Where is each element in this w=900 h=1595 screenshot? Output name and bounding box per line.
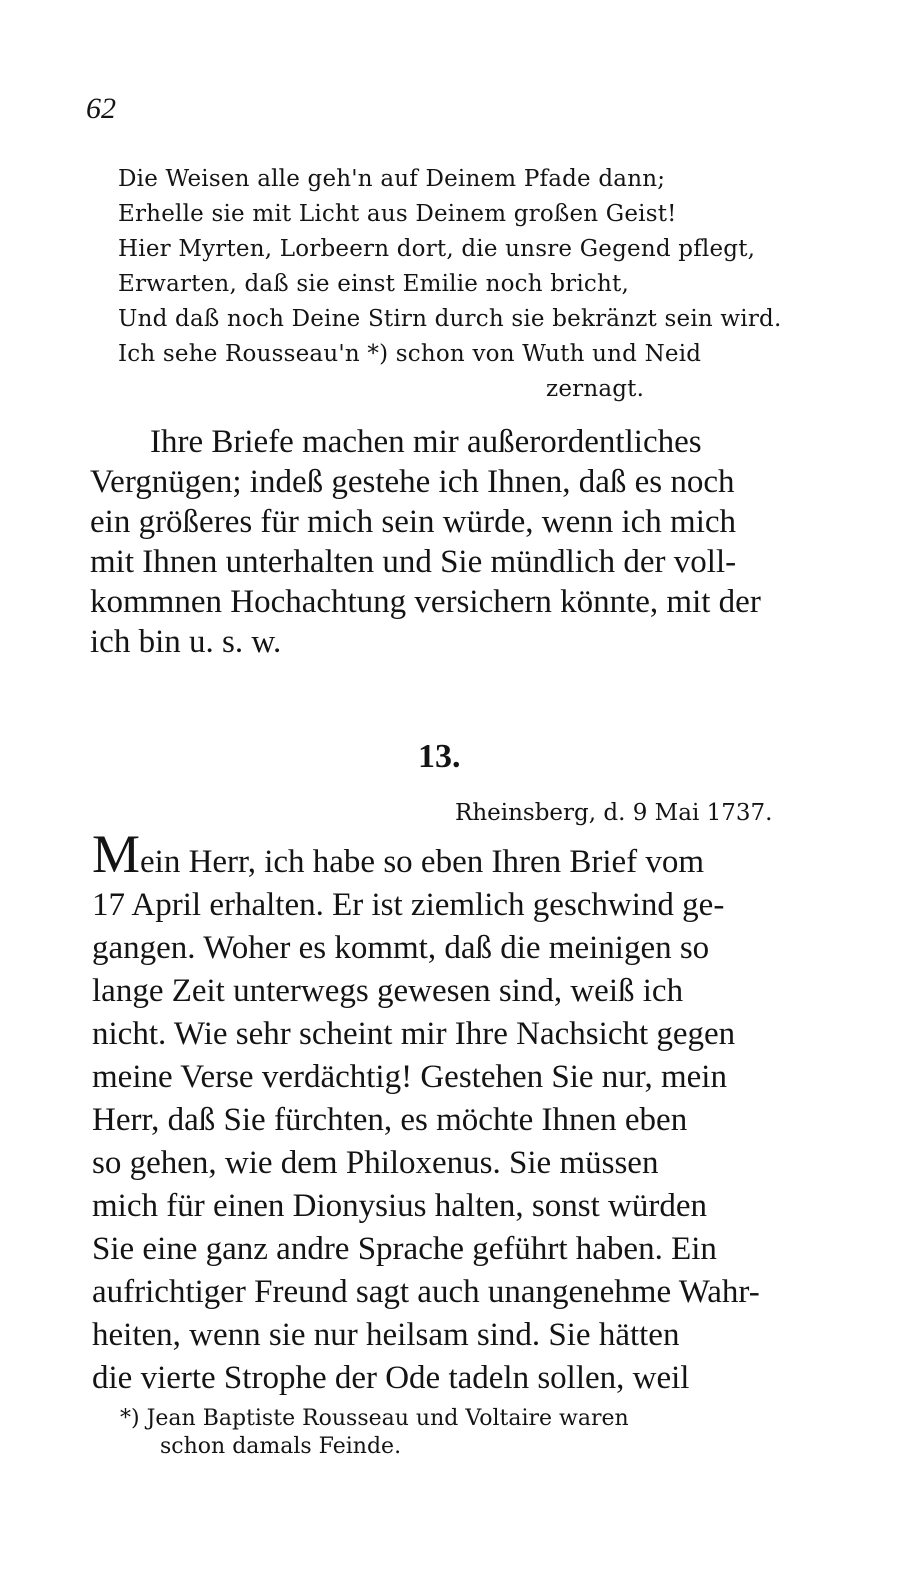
paragraph-line: meine Verse verdächtig! Gestehen Sie nur, mein: [92, 1059, 727, 1095]
footnote: [120, 1405, 820, 1461]
paragraph-line: aufrichtiger Freund sagt auch unangenehme Wahr-: [92, 1274, 760, 1310]
poem-line: Ich sehe Rousseau'n *) schon von Wuth und Neid: [118, 341, 702, 367]
paragraph-line: Vergnügen; indeß gestehe ich Ihnen, daß es noch: [90, 464, 735, 500]
paragraph-line: die vierte Strophe der Ode tadeln sollen, weil: [92, 1360, 690, 1396]
poem-line: Hier Myrten, Lorbeern dort, die unsre Gegend pflegt,: [118, 236, 756, 262]
paragraph-line: Sie eine ganz andre Sprache geführt haben. Ein: [92, 1231, 717, 1267]
letter-dateline: Rheinsberg, d. 9 Mai 1737.: [455, 800, 773, 826]
poem-line: Die Weisen alle geh'n auf Deinem Pfade dann;: [118, 166, 666, 192]
page-number: 62: [86, 92, 116, 125]
poem-line-continuation: zernagt.: [546, 376, 645, 402]
letter-number: 13.: [418, 738, 461, 775]
paragraph-line: so gehen, wie dem Philoxenus. Sie müssen: [92, 1145, 659, 1181]
letter-body: [92, 824, 812, 1400]
paragraph-line: mich für einen Dionysius halten, sonst würden: [92, 1188, 707, 1224]
letter-closing-paragraph: [90, 422, 810, 662]
paragraph-line: Ihre Briefe machen mir außerordentliches: [150, 424, 702, 460]
poem-line: Erhelle sie mit Licht aus Deinem großen Geist!: [118, 201, 677, 227]
poem-line: Und daß noch Deine Stirn durch sie bekränzt sein wird.: [118, 306, 782, 332]
footnote-line: schon damals Feinde.: [160, 1434, 402, 1459]
paragraph-line: lange Zeit unterwegs gewesen sind, weiß ich: [92, 973, 684, 1009]
paragraph-line: Herr, daß Sie fürchten, es möchte Ihnen eben: [92, 1102, 688, 1138]
paragraph-line-first: [92, 824, 812, 884]
paragraph-line: gangen. Woher es kommt, daß die meinigen so: [92, 930, 710, 966]
paragraph-line: kommnen Hochachtung versichern könnte, mit der: [90, 584, 761, 620]
paragraph-line: ich bin u. s. w.: [90, 624, 282, 660]
drop-cap: M: [92, 824, 141, 884]
poem-block: [118, 162, 818, 407]
paragraph-line-text: ein Herr, ich habe so eben Ihren Brief vom: [140, 844, 705, 880]
paragraph-line: 17 April erhalten. Er ist ziemlich geschwind ge-: [92, 887, 725, 923]
poem-line: Erwarten, daß sie einst Emilie noch bricht,: [118, 271, 629, 297]
paragraph-line: ein größeres für mich sein würde, wenn ich mich: [90, 504, 737, 540]
footnote-line: *) Jean Baptiste Rousseau und Voltaire waren: [120, 1406, 629, 1431]
paragraph-line: nicht. Wie sehr scheint mir Ihre Nachsicht gegen: [92, 1016, 736, 1052]
paragraph-line: heiten, wenn sie nur heilsam sind. Sie hätten: [92, 1317, 680, 1353]
paragraph-line: mit Ihnen unterhalten und Sie mündlich der voll-: [90, 544, 737, 580]
